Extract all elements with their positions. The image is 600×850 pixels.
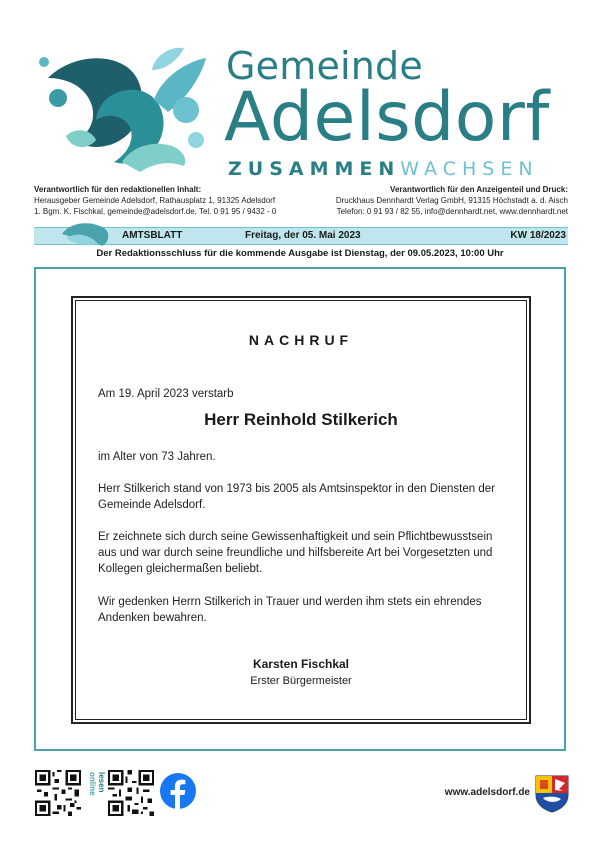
municipality-title-small: Gemeinde <box>226 44 423 88</box>
municipality-title-large: Adelsdorf <box>224 78 550 157</box>
issue-week: KW 18/2023 <box>510 230 566 241</box>
qr-code-icon[interactable] <box>35 770 81 816</box>
slogan <box>228 158 539 180</box>
svg-text:online: online <box>88 772 97 796</box>
water-drops-logo <box>36 40 216 180</box>
qr-code-icon[interactable] <box>108 770 154 816</box>
online-lesen-label <box>82 770 106 818</box>
imprint-editorial-heading: Verantwortlich für den redaktionellen Inhalt: <box>34 185 202 194</box>
publication-type: AMTSBLATT <box>122 230 183 241</box>
obituary-paragraph-2: Er zeichnete sich durch seine Gewissenhaftigkeit und sein Pflichtbewusstsein aus und war durch seine freundliche und hilfsbereite Art bei Vorgesetzten und Kollegen gleichermaßen beliebt. <box>98 531 493 575</box>
imprint-advertising <box>288 184 568 217</box>
issue-date: Freitag, der 05. Mai 2023 <box>245 230 361 241</box>
imprint-editorial <box>34 184 314 217</box>
editorial-deadline: Der Redaktionsschluss für die kommende Ausgabe ist Dienstag, der 09.05.2023, 10:00 Uhr <box>96 248 504 259</box>
coat-of-arms-icon <box>535 775 569 813</box>
obituary-paragraph-1: Herr Stilkerich stand von 1973 bis 2005 als Amtsinspektor in den Diensten der Gemeinde Adelsdorf. <box>98 483 495 511</box>
imprint-advertising-line-2: Telefon: 0 91 93 / 82 55, info@dennhardt.net, www.dennhardt.net <box>336 207 568 216</box>
obituary-paragraph-3: Wir gedenken Herrn Stilkerich in Trauer und werden ihm stets ein ehrendes Andenken bewahren. <box>98 596 482 624</box>
deceased-age: im Alter von 73 Jahren. <box>98 451 216 463</box>
imprint-advertising-heading: Verantwortlich für den Anzeigenteil und Druck: <box>390 185 568 194</box>
imprint-editorial-line-2: 1. Bgm. K. Fischkal, gemeinde@adelsdorf.de, Tel. 0 91 95 / 9432 - 0 <box>34 207 277 216</box>
obituary-heading: NACHRUF <box>248 332 354 348</box>
slogan-part-1: ZUSAMMEN <box>228 158 401 180</box>
deceased-name: Herr Reinhold Stilkerich <box>204 410 398 429</box>
svg-text:lesen: lesen <box>97 772 106 793</box>
imprint-advertising-line-1: Druckhaus Dennhardt Verlag GmbH, 91315 Höchstadt a. d. Aisch <box>335 196 568 205</box>
facebook-icon[interactable] <box>160 773 196 809</box>
band-swoosh-icon <box>60 218 112 248</box>
website-link[interactable]: www.adelsdorf.de <box>444 787 530 798</box>
signer-name: Karsten Fischkal <box>252 657 350 671</box>
imprint-editorial-line-1: Herausgeber Gemeinde Adelsdorf, Rathausplatz 1, 91325 Adelsdorf <box>34 196 276 205</box>
death-date: Am 19. April 2023 verstarb <box>98 388 234 400</box>
slogan-part-2: WACHSEN <box>400 158 539 180</box>
signer-title: Erster Bürgermeister <box>250 675 352 687</box>
